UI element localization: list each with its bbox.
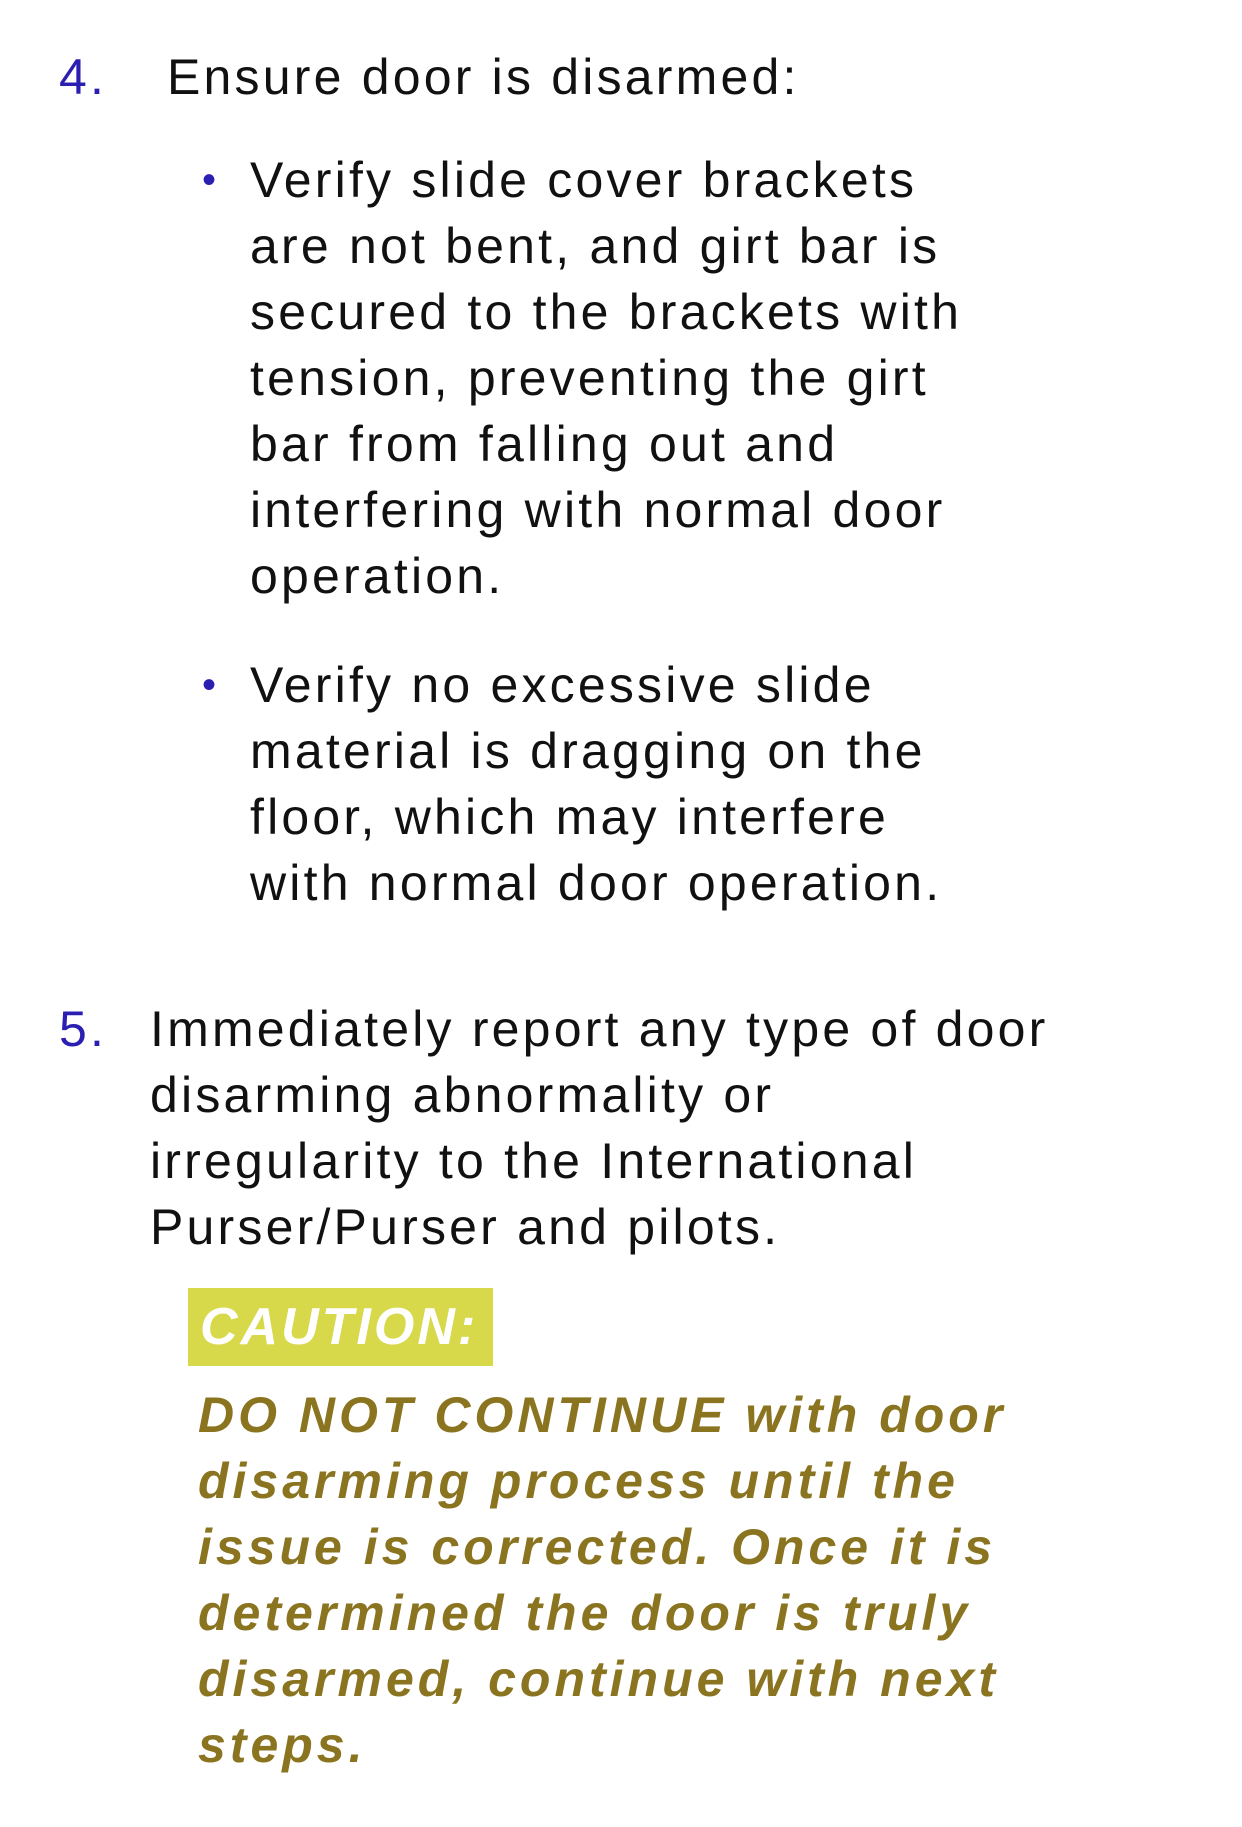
bullet-line: bar from falling out and <box>250 416 839 472</box>
bullet-icon: • <box>202 663 220 707</box>
step-line: Immediately report any type of door <box>150 1001 1049 1057</box>
bullet-text <box>250 147 962 609</box>
caution-line: DO NOT CONTINUE with door <box>198 1387 1007 1443</box>
bullet-line: tension, preventing the girt <box>250 350 929 406</box>
bullet-line: are not bent, and girt bar is <box>250 218 941 274</box>
step-text <box>150 996 1049 1260</box>
caution-line: disarmed, continue with next <box>198 1651 999 1707</box>
bullet-line: operation. <box>250 548 505 604</box>
bullet-line: secured to the brackets with <box>250 284 963 340</box>
caution-line: steps. <box>198 1717 367 1773</box>
bullet-line: floor, which may interfere <box>250 789 889 845</box>
bullet-line: Verify slide cover brackets <box>250 152 918 208</box>
caution-label: CAUTION: <box>188 1288 493 1366</box>
bullet-line: material is dragging on the <box>250 723 926 779</box>
step-line: Purser/Purser and pilots. <box>150 1199 781 1255</box>
step-number: 5. <box>59 1001 108 1057</box>
bullet-line: Verify no excessive slide <box>250 657 875 713</box>
bullet-line: with normal door operation. <box>250 855 943 911</box>
bullet-line: interfering with normal door <box>250 482 946 538</box>
step-number: 4. <box>59 49 108 105</box>
caution-text <box>198 1382 1006 1778</box>
step-line: irregularity to the International <box>150 1133 918 1189</box>
caution-line: disarming process until the <box>198 1453 959 1509</box>
step-text: Ensure door is disarmed: <box>167 49 800 105</box>
caution-line: issue is corrected. Once it is <box>198 1519 997 1575</box>
caution-line: determined the door is truly <box>198 1585 972 1641</box>
bullet-text <box>250 652 942 916</box>
bullet-icon: • <box>202 158 220 202</box>
step-line: disarming abnormality or <box>150 1067 775 1123</box>
